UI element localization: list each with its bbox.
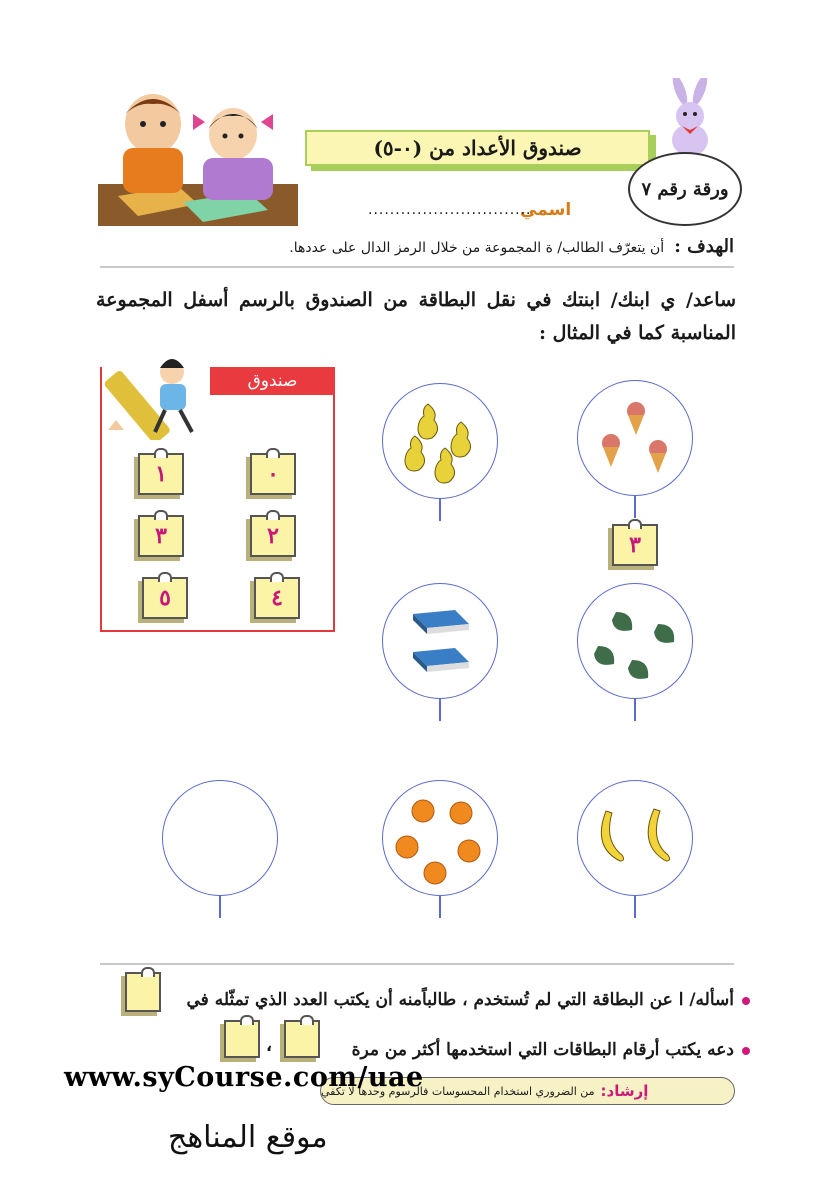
group-stem xyxy=(634,496,636,518)
book-icon xyxy=(383,584,499,700)
number-card[interactable]: ١ xyxy=(138,453,184,495)
group-circle-oranges xyxy=(382,780,498,896)
divider xyxy=(100,963,734,965)
instruction-text: ساعد/ ي ابنك/ ابنتك في نقل البطاقة من الصندوق بالرسم أسفل المجموعة المناسبة كما في المثال : xyxy=(96,289,736,344)
ice-cream-icon xyxy=(578,381,694,497)
pear-icon xyxy=(383,384,499,500)
group-stem xyxy=(219,896,221,918)
group-circle-ice-cream xyxy=(577,380,693,496)
name-label: اسمي xyxy=(520,200,572,220)
sheet-number-badge: ورقة رقم ٧ xyxy=(628,152,742,226)
number-card[interactable]: ٣ xyxy=(138,515,184,557)
banana-icon xyxy=(578,781,694,897)
number-card[interactable]: ٤ xyxy=(254,577,300,619)
group-circle-empty[interactable] xyxy=(162,780,278,896)
group-circle-pears xyxy=(382,383,498,499)
note-1: أسأله/ ا عن البطاقة التي لم تُستخدم ، طالباًمنه أن يكتب العدد الذي تمثّله في xyxy=(186,990,750,1010)
goal-label: الهدف : xyxy=(674,236,734,257)
orange-icon xyxy=(383,781,499,897)
worksheet-title: صندوق الأعداد من (٠-٥) xyxy=(305,130,650,166)
group-stem xyxy=(439,499,441,521)
group-circle-bananas xyxy=(577,780,693,896)
note-separator: ، xyxy=(266,1036,273,1055)
hint-label: إرشاد: xyxy=(600,1082,649,1100)
divider xyxy=(100,266,734,268)
goal-text: أن يتعرّف الطالب/ ة المجموعة من خلال الرمز الدال على عددها. xyxy=(289,240,665,256)
group-circle-books xyxy=(382,583,498,699)
answer-card[interactable]: ٣ xyxy=(612,524,658,566)
hint-text: من الضروري استخدام المحسوسات فالرسوم وحدها لا تكفي xyxy=(321,1084,595,1098)
number-card[interactable]: ٠ xyxy=(250,453,296,495)
goal-line xyxy=(289,236,734,257)
bullet-icon xyxy=(742,997,750,1005)
note-card-blank[interactable] xyxy=(125,972,161,1012)
group-stem xyxy=(634,699,636,721)
number-card[interactable]: ٢ xyxy=(250,515,296,557)
group-stem xyxy=(439,896,441,918)
name-field[interactable]: .............................. xyxy=(368,202,532,218)
group-stem xyxy=(634,896,636,918)
bullet-icon xyxy=(742,1047,750,1055)
leaf-icon xyxy=(578,584,694,700)
note-card-blank[interactable] xyxy=(284,1020,320,1058)
watermark-url: www.syCourse.com/uae xyxy=(64,1062,424,1093)
group-stem xyxy=(439,699,441,721)
group-circle-leaves xyxy=(577,583,693,699)
note-2: دعه يكتب أرقام البطاقات التي استخدمها أكثر من مرة xyxy=(352,1040,750,1060)
number-card[interactable]: ٥ xyxy=(142,577,188,619)
number-box-label: صندوق xyxy=(210,367,335,395)
footer-site-name: موقع المناهج xyxy=(168,1120,328,1155)
children-illustration xyxy=(98,84,298,226)
note-card-blank[interactable] xyxy=(224,1020,260,1058)
